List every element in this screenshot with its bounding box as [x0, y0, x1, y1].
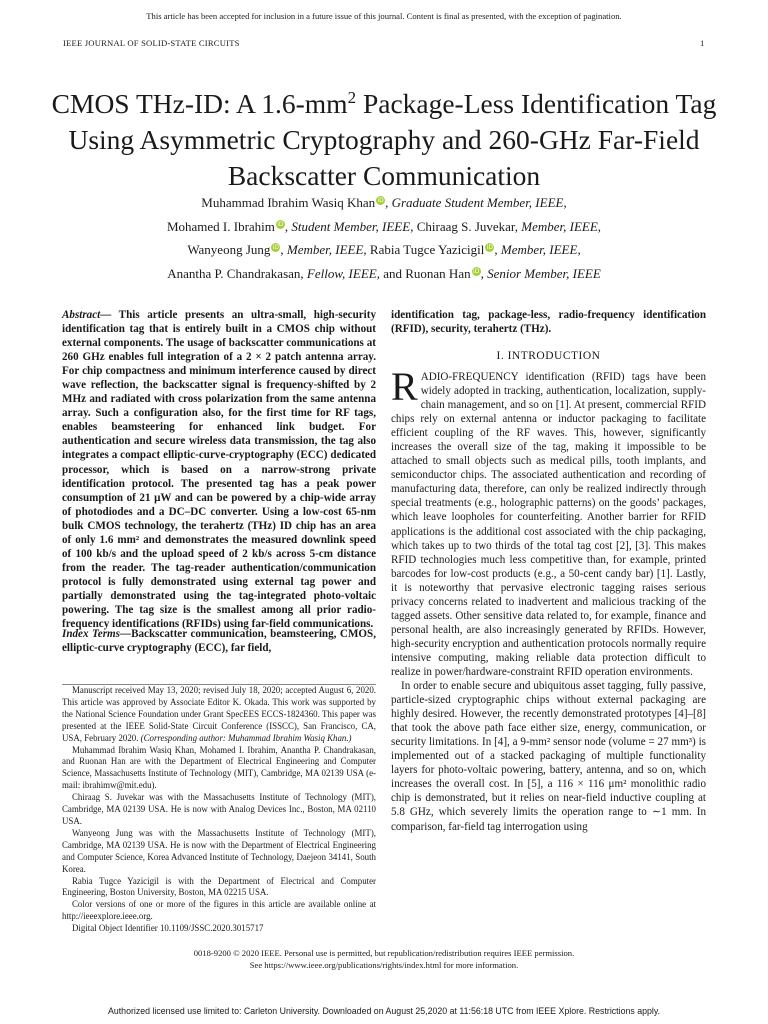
index-terms-lead: Index Terms— [62, 628, 132, 640]
index-terms-body: Backscatter communication, beamsteering, CMOS, elliptic-curve cryptography (ECC), far field, [62, 628, 376, 655]
abstract [62, 308, 376, 631]
orcid-icon[interactable]: iD [377, 197, 384, 204]
author-role: Graduate Student Member, IEEE [391, 195, 564, 210]
page-number: 1 [700, 38, 705, 48]
footnote: Muhammad Ibrahim Wasiq Khan, Mohamed I. Ibrahim, Anantha P. Chandrakasan, and Ruonan Han are with the Department of Electrical Engineering and Computer Science, Massachusetts Institute of Technology (MIT), Cambridge, MA 02139 USA (e-mail: ibrahimw@mit.edu). [62, 744, 376, 791]
drop-cap: R [391, 364, 418, 409]
author-name: Wanyeong Jung [187, 242, 271, 257]
index-terms-continued: identification tag, package-less, radio-frequency identification (RFID), security, terahertz (THz). [391, 309, 706, 336]
footnotes [62, 684, 376, 935]
intro-paragraph: In order to enable secure and ubiquitous asset tagging, fully passive, particle-sized cryptographic chips without external packaging are highly desired. However, the recently demonstrated prototypes [4]–[8] that took the above path face either size, energy, communication, or security limitations. In [4], a 9-mm² sensor node (volume = 27 mm³) is implemented out of a stacked packaging of multiple functionality layers for photo-voltaic powering, battery, antenna, and so on, which increases the overall cost. In [5], a 116 × 116 μm² monolithic radio chip is demonstrated, but it relies on near-field inductive coupling at 5.8 GHz, which severely limits the operation range to ∼1 mm. In comparison, far-field tag interrogation using [391, 680, 706, 833]
author-role: Member, IEEE [521, 218, 598, 234]
index-terms [62, 627, 376, 655]
author-name: Chiraag S. Juvekar [416, 218, 515, 234]
footnote: Manuscript received May 13, 2020; revised July 18, 2020; accepted August 6, 2020. This article was approved by Associate Editor K. Okada. This work was supported by the National Science Foundation under Grant SpecEES ECCS-1824360. This paper was presented at the IEEE Solid-State Circuit Conference (ISSCC), San Francisco, CA, USA, February 2020. (Corresponding author: Muhammad Ibrahim Wasiq Khan.) [62, 685, 376, 743]
download-notice: Authorized licensed use limited to: Carleton University. Downloaded on August 25,2020 at 11:56:18 UTC from IEEE Xplore. Restrictions apply. [107, 1006, 661, 1016]
author-name: Anantha P. Chandrakasan [167, 265, 301, 281]
journal-name: IEEE JOURNAL OF SOLID-STATE CIRCUITS [63, 38, 240, 48]
author-name: Rabia Tugce Yazicigil [369, 242, 485, 257]
footnote: Wanyeong Jung was with the Massachusetts Institute of Technology (MIT), Cambridge, MA 02139 USA. He is now with the Department of Electrical Engineering and Computer Science, Korea Advanced Institute of Technology, Daejeon 34141, South Korea. [62, 827, 376, 874]
acceptance-banner: This article has been accepted for inclusion in a future issue of this journal. Content is final as presented, with the exception of pagination. [146, 11, 622, 21]
author-name: Muhammad Ibrahim Wasiq Khan [201, 195, 376, 210]
abstract-lead: Abstract— [62, 309, 112, 321]
author-role: Member, IEEE [286, 242, 364, 257]
author-name: Ruonan Han [405, 265, 471, 281]
orcid-icon[interactable]: iD [472, 267, 480, 275]
section-heading: I. INTRODUCTION [496, 350, 601, 362]
orcid-icon[interactable]: iD [272, 244, 280, 251]
author-role: Member, IEEE [500, 242, 578, 257]
author-role: Fellow, IEEE [306, 265, 377, 281]
intro-paragraph: RADIO-FREQUENCY identification (RFID) tags have been widely adopted in tracking, authentication, localization, supply-chain management, and so on [1]. At present, commercial RFID chips rely on external antenna or inductor packaging to facilitate efficient coupling of the RF waves. This, however, significantly increases the overall size of the tag, making it impossible to be attached to small objects such as medical pills, tooth implants, and semiconductor chips. The associated authentication and recording of manufacturing data, therefore, can only be realized indirectly through special treatments (e.g., holographic patterns) on the goods’ packages, which leave loopholes for counterfeiting. Another barrier for RFID applications is the additional cost associated with the chip packaging, which takes up to two thirds of the total tag cost [2], [3]. This makes RFID technologies much less competitive than, for example, printed barcodes for low-cost products (e.g., a 50-cent candy bar) [1]. Lastly, it is noteworthy that pervasive electronic tagging raises serious privacy concerns related to inadvertent and malicious tracking of the tagged assets. Other sensitive data related to, for example, finance and personal health, are also increasingly generated by RFIDs. However, high-security encryption and authentication protocols normally require intensive computing, making reliable data protection difficult to realize in power/hardware-constraint RFID operation environments. [391, 364, 706, 678]
footnote: Color versions of one or more of the figures in this article are available online at http://ieeexplore.ieee.org. [62, 899, 376, 922]
copyright-notice: 0018-9200 © 2020 IEEE. Personal use is permitted, but republication/redistribution requires IEEE permission. See https://www.ieee.org/publications/rights/index.html for more information. [193, 948, 575, 970]
author-list: Muhammad Ibrahim Wasiq Khan iD, Graduate Student Member, IEEE, Mohamed I. Ibrahim iD, Student Member, IEEE, Chiraag S. Juvekar, Member, IEEE, Wanyeong Jung iD, Member, IEEE, Rabia Tugce Yazicigil iD, Member, IEEE, Anantha P. Chandrakasan, Fellow, IEEE, and Ruonan Han iD, Senior Member, IEEE [166, 195, 602, 281]
author-name: Mohamed I. Ibrahim [166, 218, 275, 234]
paper-title: CMOS THz-ID: A $1.6-mm^2$ Package-Less Identification Tag Using Asymmetric Cryptography and 260-GHz Far-Field Backscatter Communication [51, 88, 717, 192]
orcid-icon[interactable]: iD [486, 244, 494, 251]
footnote: Rabia Tugce Yazicigil is with the Department of Electrical and Computer Engineering, Boston University, Boston, MA 02215 USA. [62, 875, 376, 898]
footnote: Chiraag S. Juvekar was with the Massachusetts Institute of Technology (MIT), Cambridge, MA 02139 USA. He is now with Analog Devices Inc., Boston, MA 02110 USA. [62, 792, 376, 826]
author-role: Student Member, IEEE [291, 218, 411, 234]
footnote: Digital Object Identifier 10.1109/JSSC.2020.3015717 [72, 923, 264, 934]
abstract-body: This article presents an ultra-small, high-security identification tag that is entirely built in a CMOS chip without external components. The usage of backscatter communications at 260 GHz enables full integration of a 2 × 2 patch antenna array. For chip compactness and minimum interference caused by direct wave reflection, the backscatter signal is frequency-shifted by 2 MHz and radiated with cross polarization from the same antenna array. Such a configuration also, for the first time for RF tags, enables beamsteering for enhanced link budget. For authentication and secure wireless data transmission, the tag also integrates a compact elliptic-curve-cryptography (ECC) dedicated processor, which is based on a narrow-strong private identification protocol. The presented tag has a peak power consumption of 21 μW and can be powered by a chip-wide array of photodiodes and a DC–DC converter. Using a low-cost 65-nm bulk CMOS technology, the terahertz (THz) ID chip has an area of only 1.6 mm² and demonstrates the measured downlink speed of 100 kb/s and the upload speed of 2 kb/s across 5-cm distance from the reader. The tag-reader authentication/communication protocol is fully demonstrated using external tag power and partially demonstrated using the tag-integrated photo-voltaic powering. The tag size is the smallest among all prior radio-frequency identifications (RFIDs) using far-field communications. [62, 309, 376, 631]
introduction-text [391, 364, 706, 834]
author-role: Senior Member, IEEE [487, 265, 601, 281]
orcid-icon[interactable]: iD [277, 220, 284, 228]
